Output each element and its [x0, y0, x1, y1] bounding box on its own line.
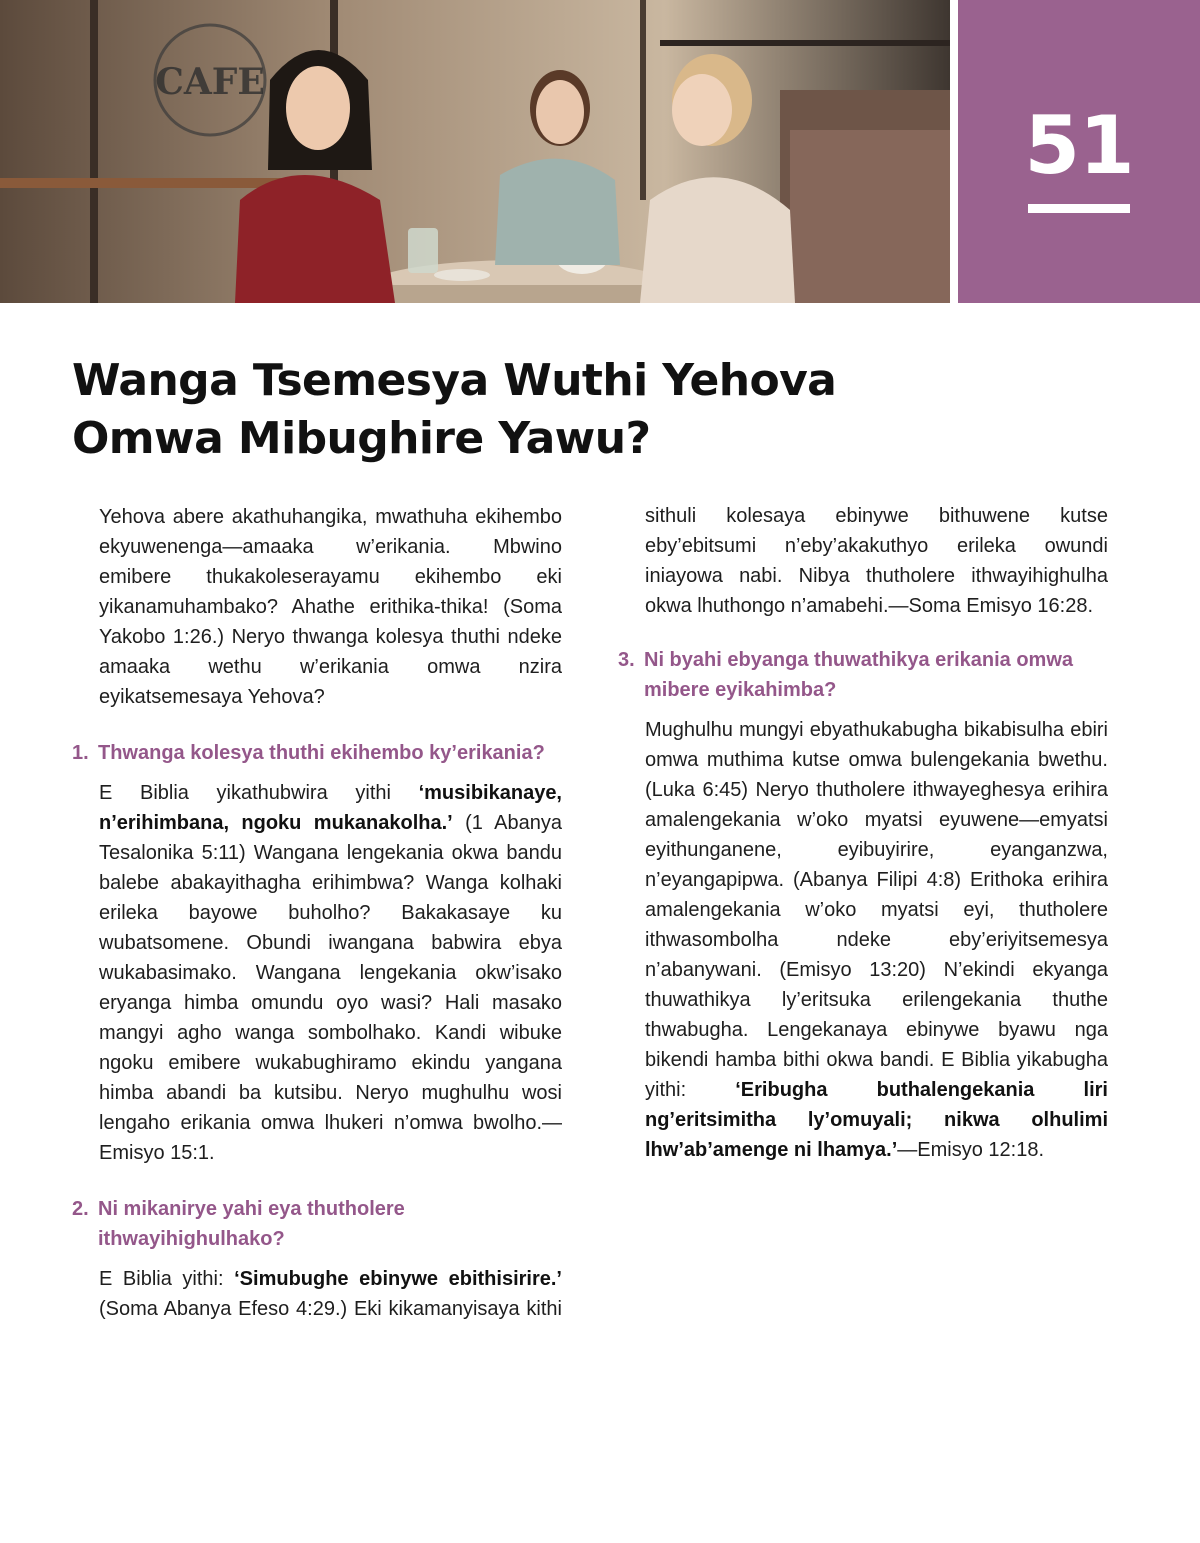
- intro-paragraph: Yehova abere akathuhangika, mwathuha ekihembo ekyuwenenga—amaaka w’erikania. Mbwino emibere thukakoleserayamu ekihembo eki yikanamuhambako? Ahathe erithika-thika! (Soma Yakobo 1:26.) Neryo thwanga kolesya thuthi ndeke amaaka wethu w’erikania omwa nzira eyikatsemesaya Yehova?: [99, 506, 562, 708]
- left-column: [72, 502, 562, 1325]
- answer-1-text-b: (1 Abanya Tesalonika 5:11) Wangana lengekania okwa bandu balebe abakayithagha erihimbwa? Wanga kolhaki erileka bayowe buholho? Bakakasaye ku wubatsomene. Obundi iwangana babwira ebya wukabasimako. Wangana lengekania okw’isako eryanga himba omundu oyo wasi? Hali masako mangyi agho wanga sombolhako. Kandi wibuke ngoku emibere wukabughiramo ekindu yangana himba abandi ba kutsibu. Neryo mughulhu wosi lengaho erikania omwa lhukeri n’omwa bwolho.—Emisyo 15:1.: [99, 812, 562, 1164]
- right-column: [618, 502, 1108, 1165]
- cafe-sign: CAFE: [155, 61, 265, 103]
- answer-1-paragraph: [72, 778, 562, 1168]
- answer-2-continued: [618, 502, 1108, 621]
- answer-3-text-b: —Emisyo 12:18.: [897, 1139, 1045, 1161]
- answer-2-text-a: E Biblia yithi:: [99, 1268, 235, 1290]
- question-1: [72, 738, 562, 768]
- hero-photo: [0, 0, 950, 303]
- lesson-number: 51: [1024, 99, 1134, 192]
- answer-1-quote: ‘musibikanaye, n’erihimbana, ngoku mukanakolha.’: [99, 782, 562, 834]
- question-3-text: Ni byahi ebyanga thuwathikya erikania omwa mibere eyikahimba?: [644, 649, 1074, 701]
- question-1-number: 1.: [72, 742, 89, 764]
- answer-2-text-b: (Soma Abanya Efeso 4:29.) Eki kikamanyisaya kithi: [99, 1298, 562, 1320]
- lesson-number-panel: [958, 0, 1200, 303]
- answer-3-text-a: Mughulhu mungyi ebyathukabugha bikabisulha ebiri omwa muthima kutse omwa bulengekania bwethu. (Luka 6:45) Neryo thutholere ithwayeghesya erihira amalengekania w’oko myatsi eyuwene—emyatsi eyithunganene, eyibuyirire, eyanganzwa, n’eyangapipwa. (Abanya Filipi 4:8) Erithoka erihira amalengekania w’oko myatsi eyi, thutholere ithwasombolha ndeke eby’eriyitsemesya n’abanywani. (Emisyo 13:20) N’ekindi ekyanga thuwathikya ly’eritsuka erilengekania thuthe thwabugha. Lengekanaya ebinywe byawu nga bikendi hamba bithi okwa bandi. E Biblia yikabugha yithi:: [645, 719, 1108, 1101]
- answer-2-continued-wrap: [618, 502, 1108, 621]
- answer-2-quote: ‘Simubughe ebinywe ebithisirire.’: [234, 1268, 562, 1290]
- cafe-conversation-illustration: [0, 0, 950, 303]
- question-3: [618, 645, 1108, 705]
- question-2-text: Ni mikanirye yahi eya thutholere ithwayihighulhako?: [98, 1198, 405, 1250]
- lesson-number-underline: [1028, 204, 1130, 213]
- answer-3-quote: ‘Eribugha buthalengekania liri ng’eritsimitha ly’omuyali; nikwa olhulimi lhw’ab’amenge ni lhamya.’: [645, 1079, 1108, 1161]
- question-1-text: Thwanga kolesya thuthi ekihembo ky’erikania?: [98, 742, 545, 764]
- question-2: [72, 1194, 562, 1254]
- answer-2-paragraph: [72, 1264, 562, 1325]
- answer-1-text-a: E Biblia yikathubwira yithi: [99, 782, 419, 804]
- page-title: [72, 352, 952, 468]
- question-2-number: 2.: [72, 1198, 89, 1220]
- title-line-2: Omwa Mibughire Yawu?: [72, 413, 651, 464]
- question-3-number: 3.: [618, 649, 635, 671]
- title-line-1: Wanga Tsemesya Wuthi Yehova: [72, 355, 837, 406]
- answer-3-paragraph: [618, 715, 1108, 1165]
- answer-2-text-b: sithuli kolesaya ebinywe bithuwene kutse eby’ebitsumi n’eby’akakuthyo erileka owundi iniayowa nabi. Nibya thutholere ithwayihighulha okwa lhuthongo n’amabehi.—Soma Emisyo 16:28.: [645, 505, 1108, 617]
